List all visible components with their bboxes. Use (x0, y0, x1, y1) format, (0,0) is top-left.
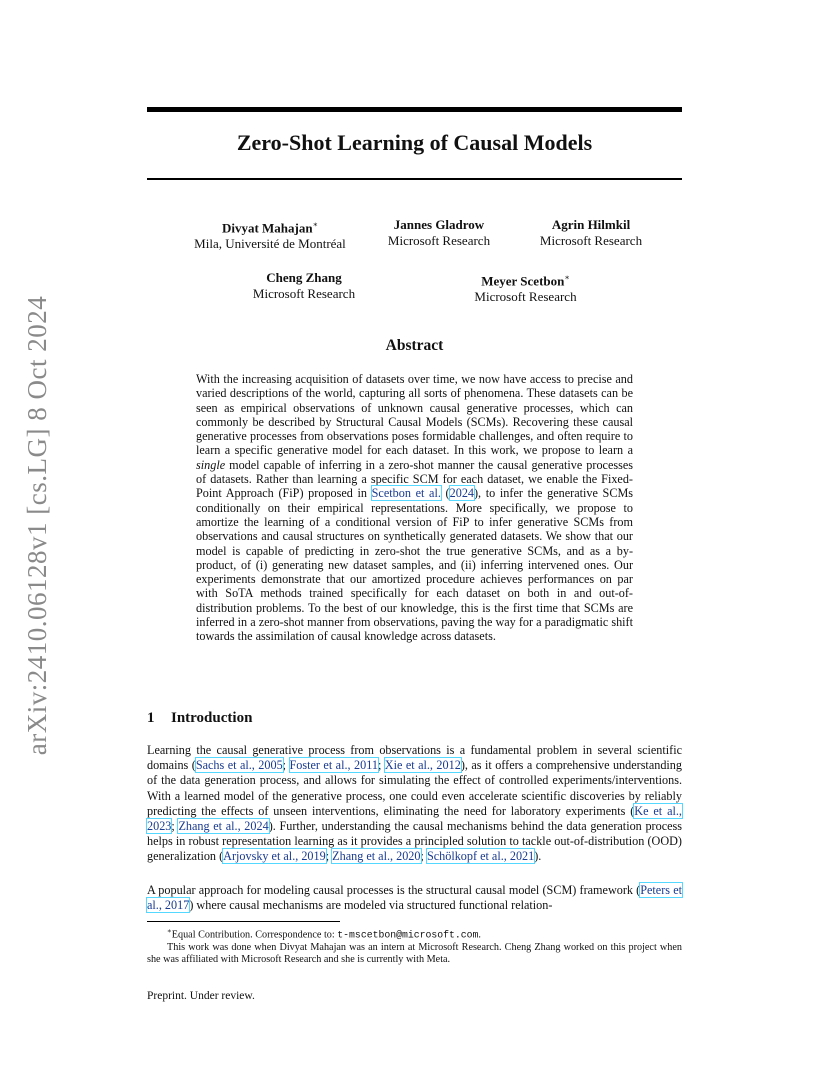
author-block (453, 270, 598, 305)
author-affiliation: Microsoft Research (387, 233, 491, 248)
title-top-rule (147, 107, 682, 112)
citation-link[interactable]: Schölkopf et al., 2021 (426, 849, 535, 864)
correspondence-email[interactable]: t-mscetbon@microsoft.com (337, 929, 479, 941)
author-name: Jannes Gladrow (393, 217, 485, 232)
author-name: Divyat Mahajan∗ (221, 220, 319, 236)
abstract-body: With the increasing acquisition of datasets over time, we now have access to precise and varied descriptions of the world, capturing all sorts of phenomena. These datasets can be seen as empirical observations of unknown causal generative processes, which can commonly be described by Structural Causal Models (SCMs). Recovering these causal generative processes from observations poses formidable challenges, and often require to learn a specific generative model for each dataset. In this work, we propose to learn a single model capable of inferring in a zero-shot manner the causal generative processes of datasets. Rather than learning a specific SCM for each dataset, we enable the Fixed-Point Approach (FiP) proposed in Scetbon et al. (2024), to infer the generative SCMs conditionally on their empirical representations. More specifically, we propose to amortize the learning of a conditional version of FiP to infer generative SCMs from observations and causal structures on synthetically generated datasets. We show that our model is capable of predicting in zero-shot the true generative SCMs, and as a by-product, of (i) generating new dataset samples, and (ii) inferring intervened ones. Our experiments demonstrate that our amortized procedure achieves performances on par with SoTA methods trained specifically for each dataset on both in and out-of-distribution problems. To the best of our knowledge, this is the first time that SCMs are inferred in a zero-shot manner from observations, paving the way for a paradigmatic shift towards the assimilation of causal knowledge across datasets. (196, 372, 634, 644)
footnote-rule (147, 921, 340, 922)
author-block (170, 217, 370, 252)
preprint-notice: Preprint. Under review. (147, 990, 255, 1002)
arxiv-identifier (22, 295, 54, 755)
author-block (521, 217, 661, 249)
paper-title: Zero-Shot Learning of Causal Models (236, 130, 593, 155)
intro-paragraph: Learning the causal generative process from observations is a fundamental problem in several scientific domains (Sachs et al., 2005; Foster et al., 2011; Xie et al., 2012), as it offers a comprehensive understanding of the data generation process, and allows for simulating the effect of controlled experiments/interventions. With a learned model of the generative process, one could even accelerate scientific discoveries by reliably predicting the effects of unseen interventions, eliminating the need for laboratory experiments (Ke et al., 2023; Zhang et al., 2024). Further, understanding the causal mechanisms behind the data generation process helps in robust representation learning as it provides a principled solution to tackle out-of-distribution (OOD) generalization (Arjovsky et al., 2019; Zhang et al., 2020; Schölkopf et al., 2021). (147, 743, 682, 864)
citation-link[interactable]: Xie et al., 2012 (384, 758, 461, 773)
section-heading (147, 710, 252, 727)
footnote: This work was done when Divyat Mahajan was an intern at Microsoft Research. Cheng Zhang worked on this project when she was affiliated with Microsoft Research and she is currently with Meta. (147, 941, 682, 966)
footnotes (147, 925, 682, 967)
author-name: Cheng Zhang (266, 270, 342, 285)
author-name: Meyer Scetbon∗ (481, 273, 570, 289)
citation-link[interactable]: 2024 (449, 486, 474, 501)
author-affiliation: Mila, Université de Montréal (194, 236, 346, 252)
citation-link[interactable]: Zhang et al., 2024 (178, 819, 269, 834)
section-number: 1 (147, 710, 155, 726)
intro-paragraph: A popular approach for modeling causal processes is the structural causal model (SCM) framework (Peters et al., 2017) where causal mechanisms are modeled via structured functional relation- (147, 883, 682, 913)
author-name: Agrin Hilmkil (551, 217, 631, 232)
citation-link[interactable]: Zhang et al., 2020 (332, 849, 421, 864)
abstract-heading: Abstract (385, 337, 444, 354)
citation-link[interactable]: Peters et al., 2017 (147, 883, 682, 913)
citation-link[interactable]: Arjovsky et al., 2019 (223, 849, 326, 864)
citation-link[interactable]: Ke et al., 2023 (147, 803, 682, 834)
author-block (234, 270, 374, 302)
section-title: Introduction (171, 710, 253, 726)
title-bottom-rule (147, 178, 682, 180)
citation-link[interactable]: Sachs et al., 2005 (195, 758, 283, 773)
arxiv-identifier-text: arXiv:2410.06128v1 [cs.LG] 8 Oct 2024 (22, 295, 53, 755)
footnote: ∗Equal Contribution. Correspondence to: t-mscetbon@microsoft.com. (167, 927, 481, 941)
citation-link[interactable]: Foster et al., 2011 (289, 758, 378, 773)
author-affiliation: Microsoft Research (474, 289, 577, 305)
author-block (369, 217, 509, 249)
author-affiliation: Microsoft Research (252, 286, 356, 301)
citation-link[interactable]: Scetbon et al. (371, 486, 441, 501)
author-affiliation: Microsoft Research (539, 233, 643, 248)
